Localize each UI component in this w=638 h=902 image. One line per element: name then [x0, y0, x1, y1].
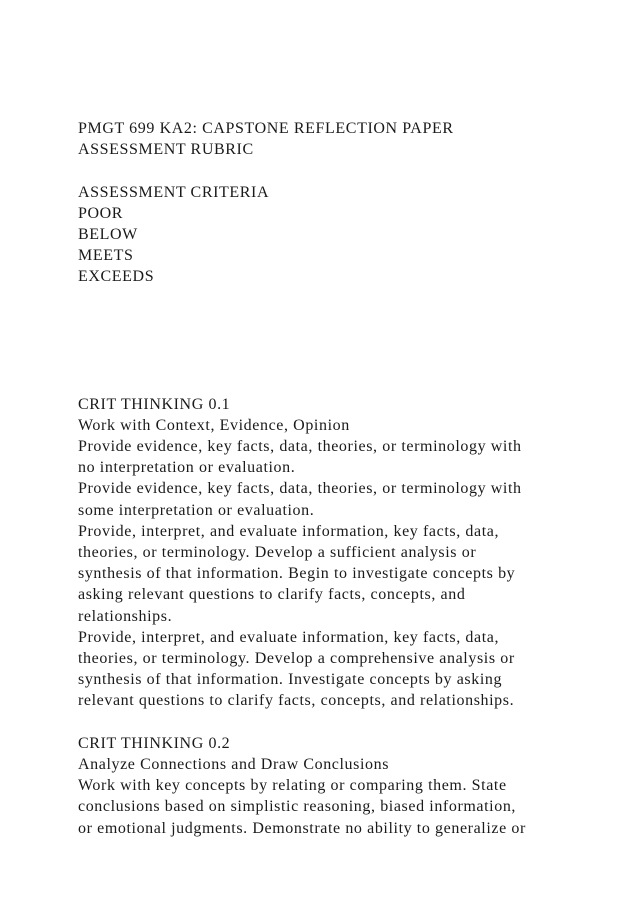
spacer	[78, 712, 598, 733]
crit1-poor-text: Provide evidence, key facts, data, theories, or terminology with	[78, 438, 522, 456]
crit1-meets-text: Provide, interpret, and evaluate information, key facts, data,	[78, 522, 500, 540]
spacer	[78, 288, 598, 394]
crit1-poor-text: no interpretation or evaluation.	[78, 459, 296, 477]
crit1-exceeds-text: theories, or terminology. Develop a comprehensive analysis or	[78, 650, 515, 668]
crit1-meets-text: theories, or terminology. Develop a sufficient analysis or	[78, 544, 477, 562]
crit2-poor-text: or emotional judgments. Demonstrate no ability to generalize or	[78, 819, 526, 837]
spacer	[78, 160, 598, 181]
doc-title-line-1: PMGT 699 KA2: CAPSTONE REFLECTION PAPER	[78, 120, 454, 137]
crit1-exceeds-text: relevant questions to clarify facts, concepts, and relationships.	[78, 692, 515, 710]
crit1-meets-text: relationships.	[78, 607, 173, 625]
crit1-meets-text: synthesis of that information. Begin to investigate concepts by	[78, 565, 516, 583]
crit1-below-text: some interpretation or evaluation.	[78, 501, 315, 519]
header-meets: MEETS	[78, 247, 134, 265]
crit2-poor-text: Work with key concepts by relating or comparing them. State	[78, 777, 507, 795]
header-below: BELOW	[78, 226, 138, 243]
document-page	[78, 118, 598, 839]
crit2-subheading: Analyze Connections and Draw Conclusions	[78, 756, 390, 774]
crit2-poor-text: conclusions based on simplistic reasoning, biased information,	[78, 798, 517, 816]
header-assessment-criteria: ASSESSMENT CRITERIA	[78, 183, 270, 201]
crit1-heading: CRIT THINKING 0.1	[78, 395, 231, 413]
doc-title-line-2: ASSESSMENT RUBRIC	[78, 141, 254, 159]
header-poor: POOR	[78, 204, 124, 222]
crit1-exceeds-text: synthesis of that information. Investigate concepts by asking	[78, 671, 503, 689]
header-exceeds: EXCEEDS	[78, 268, 155, 286]
crit1-meets-text: asking relevant questions to clarify facts, concepts, and	[78, 586, 466, 604]
crit2-heading: CRIT THINKING 0.2	[78, 734, 231, 752]
crit1-below-text: Provide evidence, key facts, data, theories, or terminology with	[78, 480, 522, 498]
crit1-subheading: Work with Context, Evidence, Opinion	[78, 416, 350, 434]
crit1-exceeds-text: Provide, interpret, and evaluate information, key facts, data,	[78, 628, 500, 646]
